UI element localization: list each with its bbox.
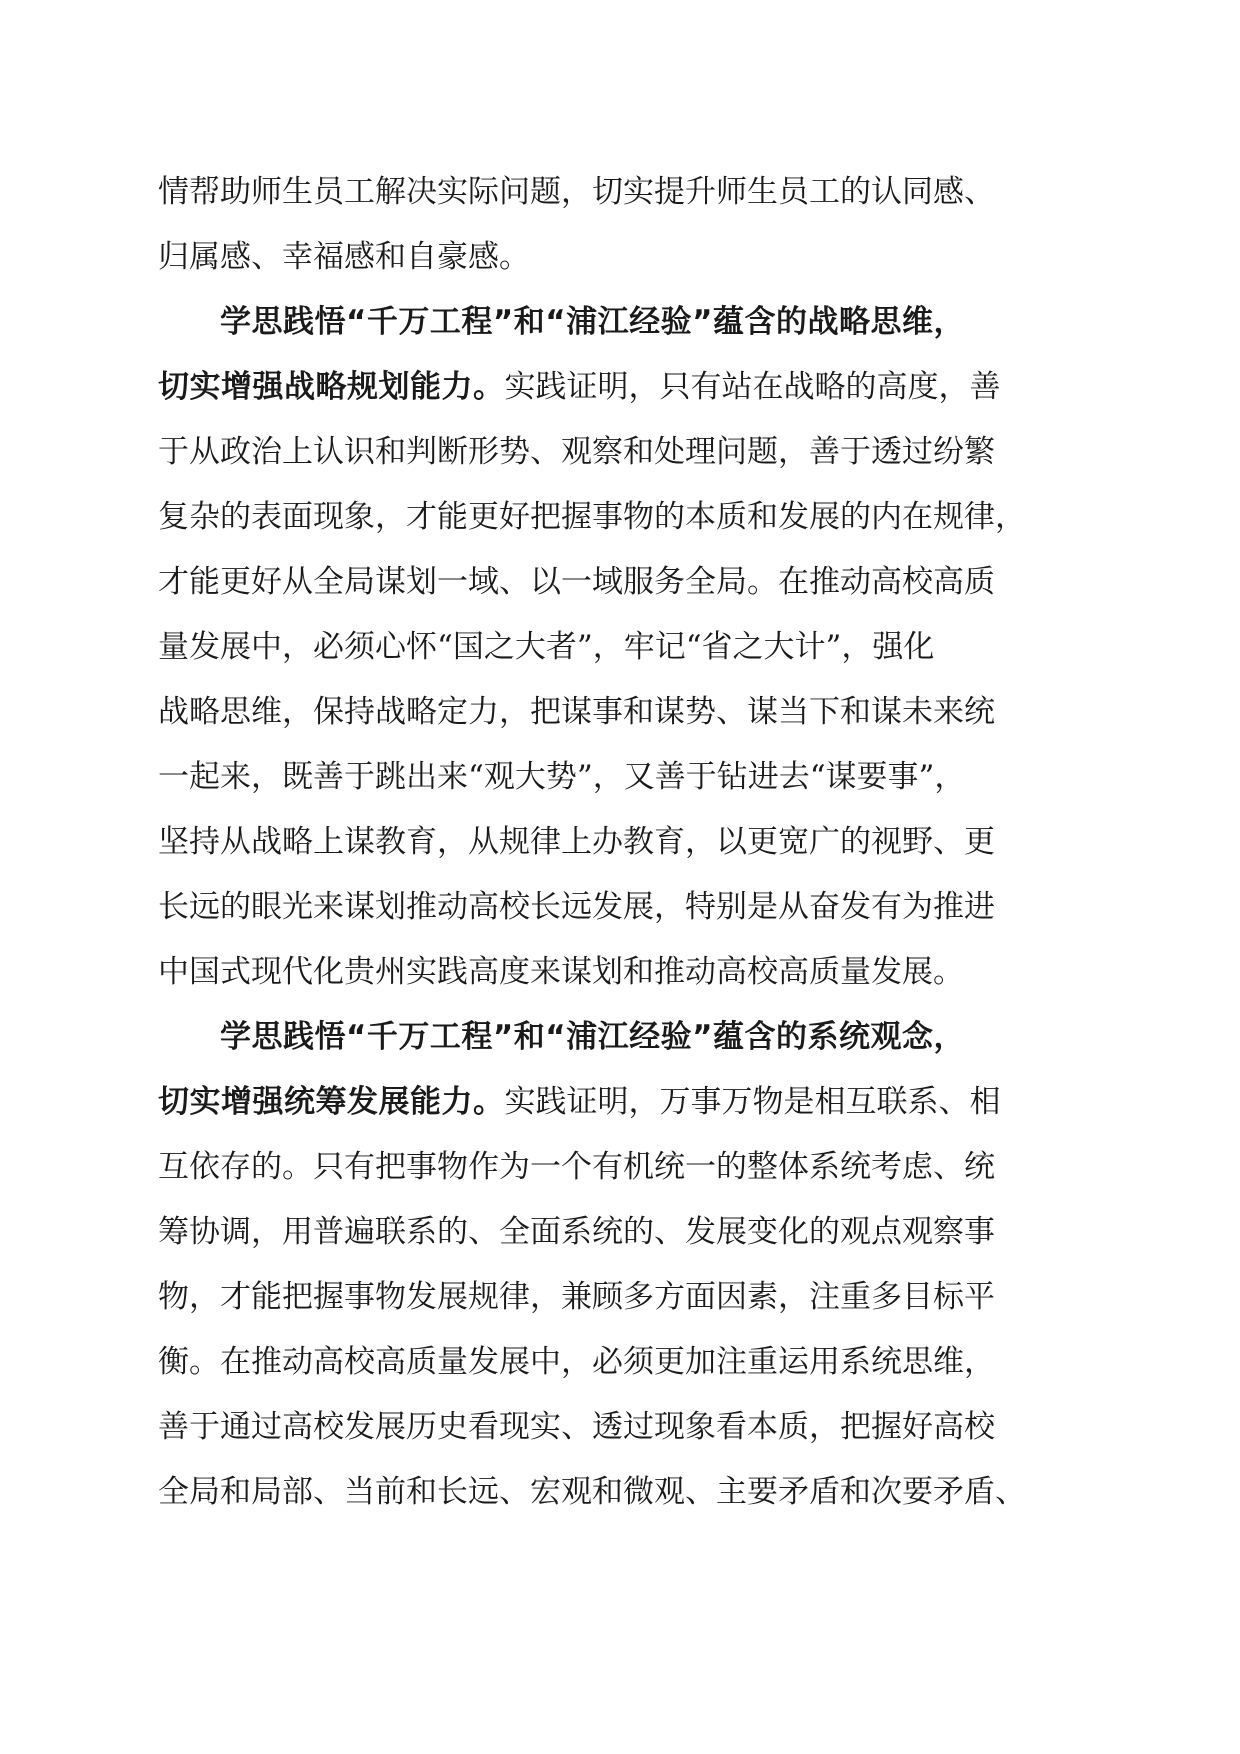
text-line [158,1395,1088,1460]
text-line [158,290,1088,355]
paragraph-text: 全局和局部、当前和长远、宏观和微观、主要矛盾和次要矛盾、 [158,1474,1026,1510]
paragraph-text: 归属感、幸福感和自豪感。 [158,239,530,275]
text-line [158,420,1088,485]
text-line [158,160,1088,225]
text-line [158,1070,1088,1135]
paragraph-text: 物，才能把握事物发展规律，兼顾多方面因素，注重多目标平 [158,1279,995,1315]
paragraph-text: 情帮助师生员工解决实际问题，切实提升师生员工的认同感、 [158,174,995,210]
paragraph-heading: 切实增强统筹发展能力。 [158,1084,505,1120]
paragraph-text: 坚持从战略上谋教育，从规律上办教育，以更宽广的视野、更 [158,824,995,860]
paragraph-heading: 学思践悟“千万工程”和“浦江经验”蕴含的战略思维， [220,304,965,340]
paragraph-heading: 切实增强战略规划能力。 [158,369,505,405]
text-line [158,615,1088,680]
paragraph-text: 筹协调，用普遍联系的、全面系统的、发展变化的观点观察事 [158,1214,995,1250]
paragraph-text: 互依存的。只有把事物作为一个有机统一的整体系统考虑、统 [158,1149,995,1185]
paragraph-text: 复杂的表面现象，才能更好把握事物的本质和发展的内在规律， [158,499,1026,535]
text-line [158,355,1088,420]
paragraph-text: 长远的眼光来谋划推动高校长远发展，特别是从奋发有为推进 [158,889,995,925]
text-line [158,810,1088,875]
text-line [158,875,1088,940]
paragraph-text: 中国式现代化贵州实践高度来谋划和推动高校高质量发展。 [158,954,964,990]
text-line [158,1200,1088,1265]
paragraph-text: 善于通过高校发展历史看现实、透过现象看本质，把握好高校 [158,1409,995,1445]
text-line [158,745,1088,810]
text-line [158,680,1088,745]
text-line [158,940,1088,1005]
paragraph-text: 一起来，既善于跳出来“观大势”，又善于钻进去“谋要事”， [158,759,966,795]
paragraph-text: 战略思维，保持战略定力，把谋事和谋势、谋当下和谋未来统 [158,694,995,730]
paragraph-text: 衡。在推动高校高质量发展中，必须更加注重运用系统思维， [158,1344,995,1380]
text-line [158,1330,1088,1395]
text-line [158,1005,1088,1070]
body-text [158,160,1088,1525]
paragraph-heading: 学思践悟“千万工程”和“浦江经验”蕴含的系统观念， [220,1019,965,1055]
paragraph-text: 实践证明，万事万物是相互联系、相 [504,1084,1001,1120]
text-line [158,1265,1088,1330]
text-line [158,550,1088,615]
paragraph-text: 于从政治上认识和判断形势、观察和处理问题，善于透过纷繁 [158,434,995,470]
paragraph-text: 量发展中，必须心怀“国之大者”，牢记“省之大计”，强化 [158,629,935,665]
text-line [158,485,1088,550]
text-line [158,1135,1088,1200]
text-line [158,225,1088,290]
text-line [158,1460,1088,1525]
paragraph-text: 才能更好从全局谋划一域、以一域服务全局。在推动高校高质 [158,564,995,600]
paragraph-text: 实践证明，只有站在战略的高度，善 [504,369,1001,405]
